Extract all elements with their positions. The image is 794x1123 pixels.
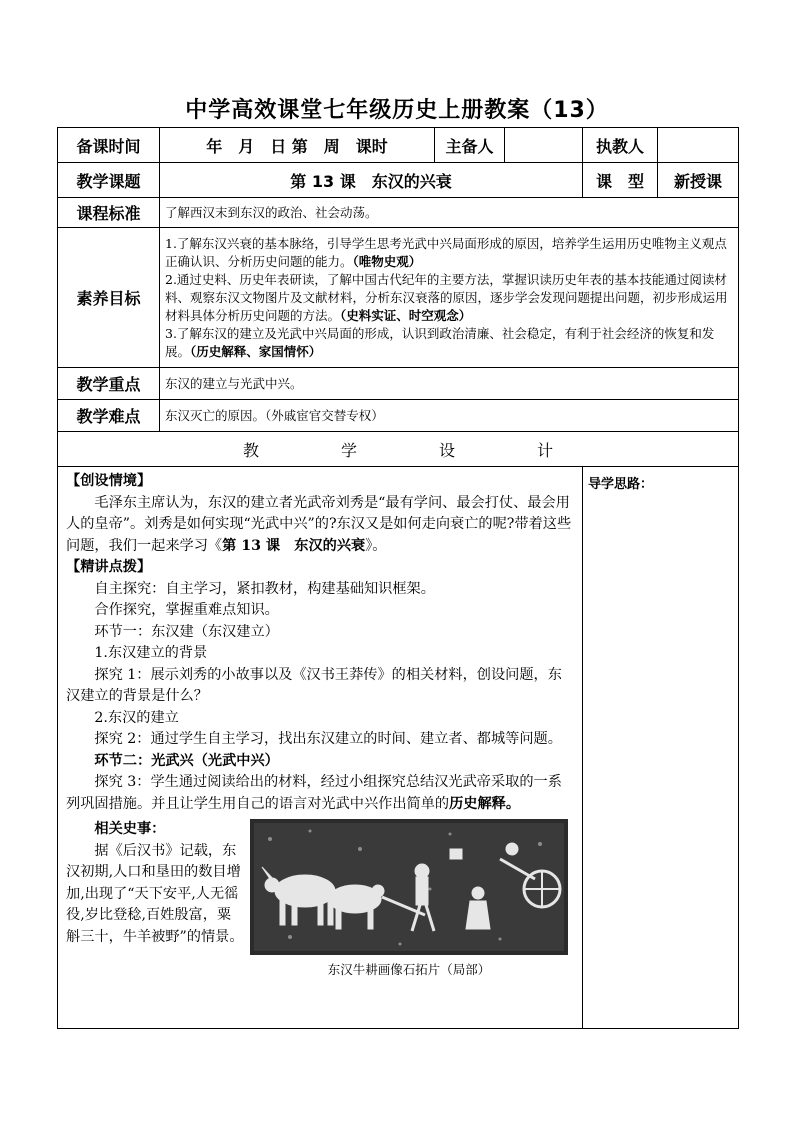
goals-label: 素养目标 bbox=[58, 228, 160, 368]
topic-label: 教学课题 bbox=[58, 163, 160, 198]
prep-date-text: 年 月 日 第 周 课时 bbox=[160, 128, 435, 163]
goal-3-tag: （历史解释、家国情怀） bbox=[190, 343, 322, 359]
scenario-text: 毛泽东主席认为，东汉的建立者光武帝刘秀是“最有学问、最会打仗、最会用人的皇帝”。刘秀是如何实现“光武中兴”的?东汉又是如何走向衰亡的呢?带着这些问题，我们一起来学习《第 13 课 东汉的兴衰》。 bbox=[66, 494, 572, 554]
row-prep-time bbox=[58, 128, 739, 163]
guide-heading: 【精讲点拨】 bbox=[66, 559, 152, 575]
guide-thinking-column bbox=[583, 467, 739, 1029]
related-history-heading: 相关史事： bbox=[94, 821, 166, 837]
link-2-heading: 环节二：光武兴（光武中兴） bbox=[94, 752, 279, 769]
standard-label: 课程标准 bbox=[58, 198, 160, 228]
row-design-body bbox=[58, 467, 739, 1029]
design-heading: 教 学 设 计 bbox=[58, 432, 739, 467]
explore-2-text: 探究 2：通过学生自主学习，找出东汉建立的时间、建立者、都城等问题。 bbox=[94, 731, 562, 747]
explore-1-text: 探究 1：展示刘秀的小故事以及《汉书王莽传》的相关材料，创设问题，东汉建立的背景是什么？ bbox=[66, 666, 562, 704]
item-1-heading: 1.东汉建立的背景 bbox=[94, 645, 208, 661]
goal-2-tag: （史料实证、时空观念） bbox=[340, 307, 472, 323]
rubbing-figure bbox=[250, 819, 568, 981]
teacher-label: 执教人 bbox=[583, 128, 658, 163]
goal-3: 3.了解东汉的建立及光武中兴局面的形成，认识到政治清廉、社会稳定，有利于社会经济的恢复和发展。（历史解释、家国情怀） bbox=[165, 325, 715, 359]
row-key-point bbox=[58, 368, 739, 400]
ox-plowing-rubbing-image bbox=[250, 819, 568, 955]
class-type-label: 课 型 bbox=[583, 163, 658, 198]
link-1-heading: 环节一：东汉建（东汉建立） bbox=[94, 623, 279, 640]
page-title: 中学高效课堂七年级历史上册教案（13） bbox=[185, 98, 609, 123]
row-goals bbox=[58, 228, 739, 368]
row-design-heading bbox=[58, 432, 739, 467]
prep-time-label: 备课时间 bbox=[58, 128, 160, 163]
preparer-label: 主备人 bbox=[435, 128, 505, 163]
explore-3-text: 探究 3：学生通过阅读给出的材料，经过小组探究总结汉光武帝采取的一系列巩固措施。并且让学生用自己的语言对光武中兴作出简单的历史解释。 bbox=[66, 774, 562, 812]
key-point-label: 教学重点 bbox=[58, 368, 160, 400]
row-difficulty bbox=[58, 400, 739, 432]
related-history-body: 据《后汉书》记载，东汉初期,人口和垦田的数目增加,出现了“天下安平,人无徭役,岁比登稔,百姓殷富，粟斛三十，牛羊被野”的情景。 bbox=[66, 842, 244, 945]
topic-value: 第 13 课 东汉的兴衰 bbox=[160, 163, 583, 198]
guide-thinking-label: 导学思路： bbox=[588, 477, 654, 492]
goals-value bbox=[160, 228, 739, 368]
preparer-value bbox=[505, 128, 583, 163]
rubbing-caption: 东汉牛耕画像石拓片（局部） bbox=[327, 962, 491, 977]
scenario-heading: 【创设情境】 bbox=[66, 473, 152, 489]
class-type-value: 新授课 bbox=[658, 163, 739, 198]
difficulty-label: 教学难点 bbox=[58, 400, 160, 432]
row-topic bbox=[58, 163, 739, 198]
key-point-value: 东汉的建立与光武中兴。 bbox=[160, 368, 739, 400]
related-history-block bbox=[66, 819, 574, 981]
design-content bbox=[58, 467, 583, 1029]
row-standard bbox=[58, 198, 739, 228]
item-2-heading: 2.东汉的建立 bbox=[94, 709, 179, 726]
teacher-value bbox=[658, 128, 739, 163]
cooperation-text: 合作探究，掌握重难点知识。 bbox=[94, 602, 279, 618]
goal-1: 1.了解东汉兴衰的基本脉络，引导学生思考光武中兴局面形成的原因，培养学生运用历史唯物主义观点正确认识、分析历史问题的能力。（唯物史观） bbox=[165, 235, 727, 269]
goal-1-tag: （唯物史观） bbox=[352, 253, 422, 269]
difficulty-value: 东汉灭亡的原因。（外戚宦官交替专权） bbox=[160, 400, 739, 432]
lesson-plan-table bbox=[57, 127, 739, 1029]
goal-2: 2.通过史料、历史年表研读，了解中国古代纪年的主要方法，掌握识读历史年表的基本技能通过阅读材料、观察东汉文物图片及文献材料，分析东汉衰落的原因，逐步学会发现问题提出问题，初步形成运用材料具体分析历史问题的方法。（史料实证、时空观念） bbox=[165, 271, 728, 323]
related-history-text bbox=[66, 819, 244, 981]
self-study-text: 自主探究：自主学习，紧扣教材，构建基础知识框架。 bbox=[94, 580, 435, 597]
standard-value: 了解西汉末到东汉的政治、社会动荡。 bbox=[160, 198, 739, 228]
